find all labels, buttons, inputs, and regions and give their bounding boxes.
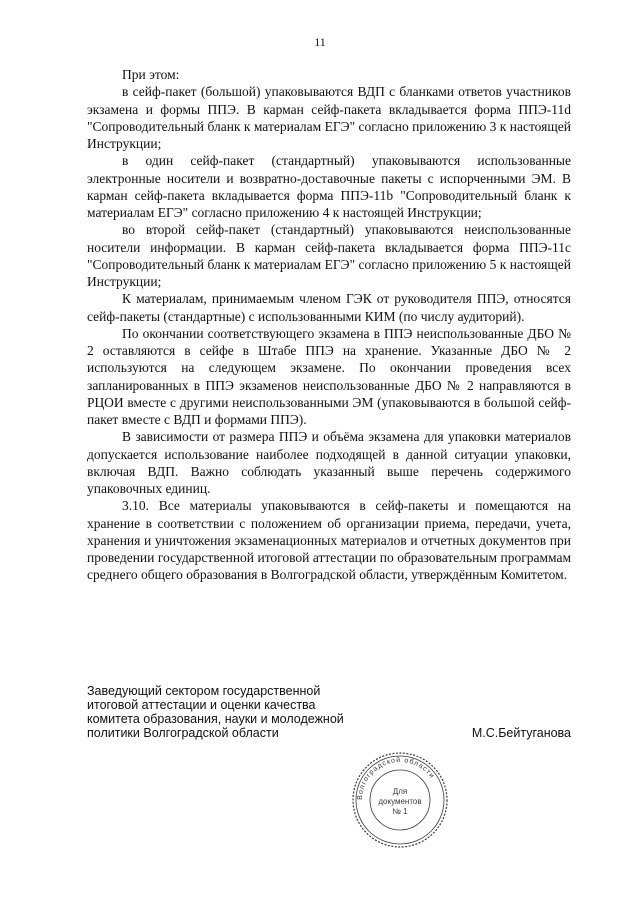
paragraph-large-safe-bag: в сейф-пакет (большой) упаковываются ВДП с бланками ответов участников экзамена и формы ППЭ. В карман сейф-пакета вкладывается форма ППЭ-11d "Сопроводительный бланк к материалам ЕГЭ" согласно приложению 3 к настоящей Инструкции; [87, 84, 571, 151]
stamp-center-line: № 1 [392, 807, 408, 816]
official-stamp [350, 750, 450, 850]
paragraph-standard-safe-bag-2: во второй сейф-пакет (стандартный) упаковываются неиспользованные носители информации. В карман сейф-пакета вкладывается форма ППЭ-11с "Сопроводительный бланк к материалам ЕГЭ" согласно приложению 5 к настоящей Инструкции; [87, 222, 571, 289]
signature-block [87, 684, 571, 740]
document-body [87, 66, 571, 584]
paragraph-standard-safe-bag-1: в один сейф-пакет (стандартный) упаковываются использованные электронные носители и возвратно-доставочные пакеты с испорченными ЭМ. В карман сейф-пакета вкладывается форма ППЭ-11b "Сопроводительный бланк к материалам ЕГЭ" согласно приложению 4 к настоящей Инструкции; [87, 153, 571, 220]
paragraph-packaging-choice: В зависимости от размера ППЭ и объёма экзамена для упаковки материалов допускается использование наиболее подходящей в данной ситуации упаковки, включая ВДП. Важно соблюдать указанный выше перечень содержимого упаковочных единиц. [87, 429, 571, 496]
page-number: 11 [314, 35, 326, 49]
paragraph-dbo-storage: По окончании соответствующего экзамена в ППЭ неиспользованные ДБО № 2 оставляются в сейфе в Штабе ППЭ на хранение. Указанные ДБО № 2 используются на следующем экзамене. По окончании проведения всех запланированных в ППЭ экзаменов неиспользованные ДБО № 2 направляются в РЦОИ вместе с другими неиспользованными ЭМ (упаковываются в большой сейф-пакет вместе с ВДП и формами ППЭ). [87, 325, 571, 427]
paragraph-gek-materials: К материалам, принимаемым членом ГЭК от руководителя ППЭ, относятся сейф-пакеты (стандартные) с использованными КИМ (по числу аудиторий). [87, 291, 571, 324]
paragraph-section-3-10: 3.10. Все материалы упаковываются в сейф-пакеты и помещаются на хранение в соответствии с положением об организации приема, передачи, учета, хранения и уничтожения экзаменационных материалов и отчетных документов при проведении государственной итоговой аттестации по образовательным программам среднего общего образования в Волгоградской области, утверждённым Комитетом. [87, 498, 571, 583]
signatory-position-line: комитета образования, науки и молодежной [87, 712, 344, 726]
signatory-position-line: политики Волгоградской области [87, 726, 279, 740]
signatory-position-line: итоговой аттестации и оценки качества [87, 698, 316, 712]
stamp-seal [350, 750, 450, 850]
stamp-center-line: Для [392, 787, 408, 796]
stamp-center-line: документов [378, 797, 422, 806]
signatory-position [87, 684, 387, 740]
signatory-position-line: Заведующий сектором государственной [87, 684, 321, 698]
stamp-ring-text: Волгоградской области [356, 756, 436, 801]
paragraph-intro: При этом: [122, 67, 180, 82]
signatory-name: М.С.Бейтуганова [471, 726, 571, 740]
